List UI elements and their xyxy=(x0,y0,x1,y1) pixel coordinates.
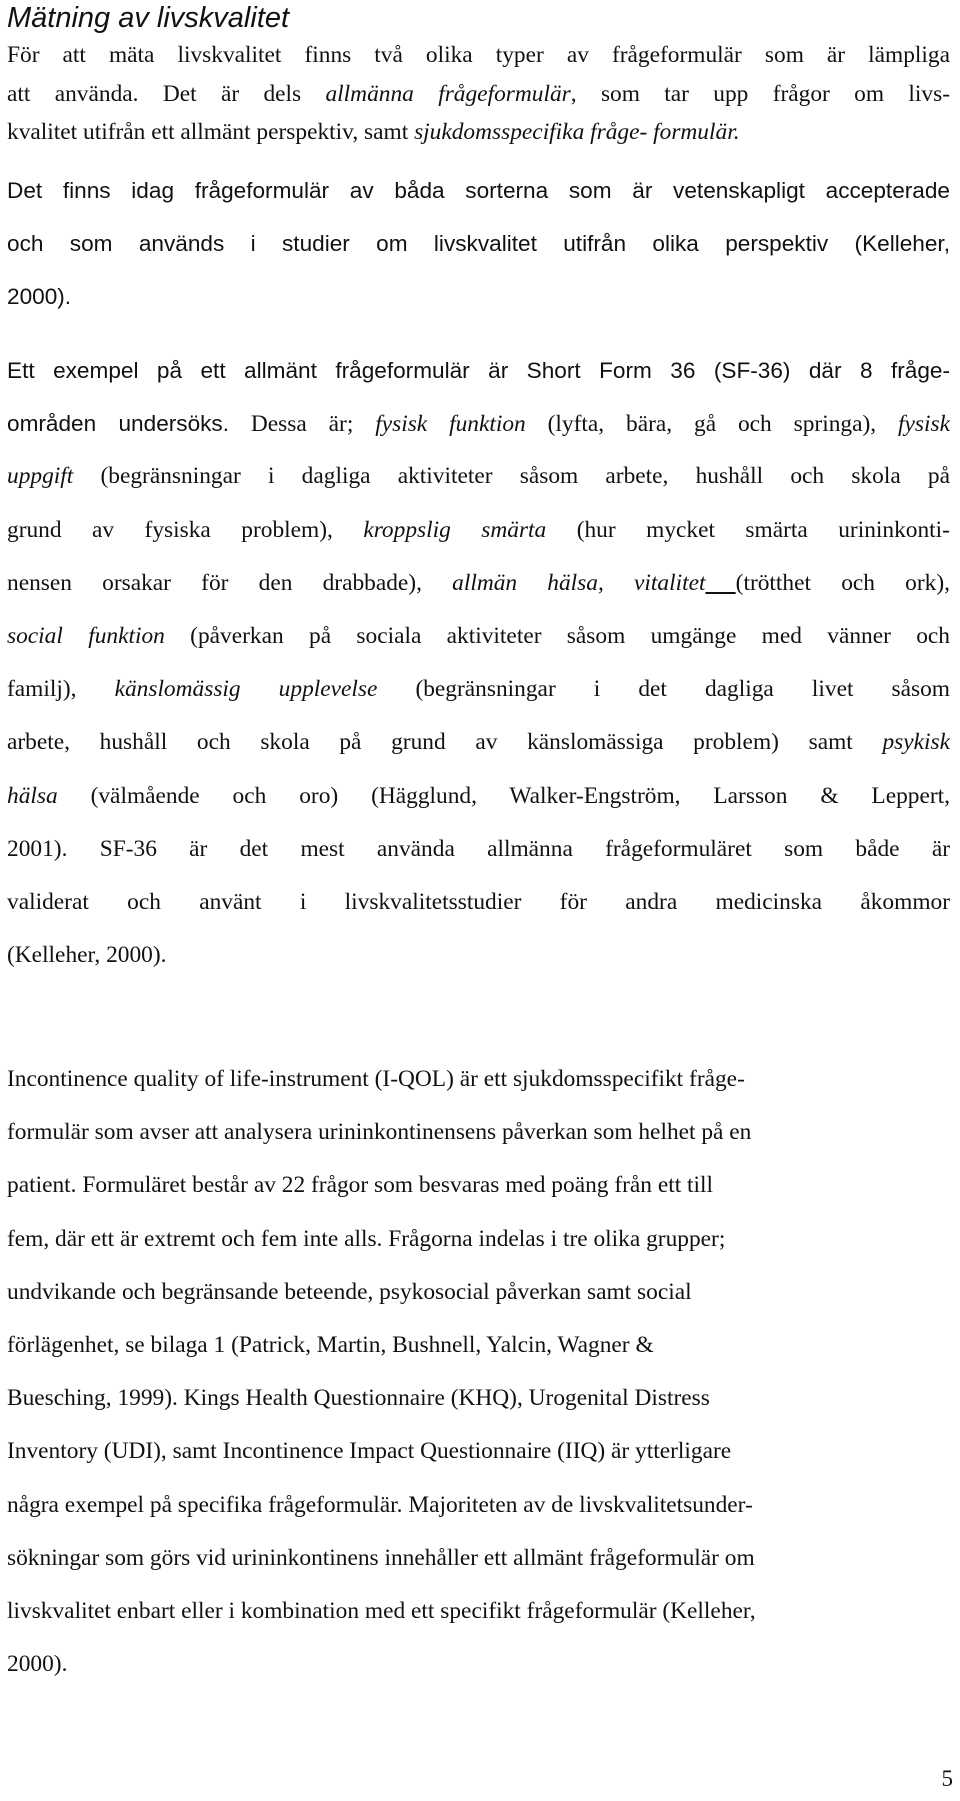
italic-term: uppgift xyxy=(7,463,74,490)
text-line xyxy=(7,504,950,557)
text-line xyxy=(7,557,950,610)
text-run: förlägenhet, se bilaga 1 (Patrick, Martin, Bushnell, Yalcin, Wagner & xyxy=(7,1331,654,1358)
text-run: (Kelleher, 2000). xyxy=(7,942,167,969)
text-run: Incontinence quality of life-instrument (I-QOL) är ett sjukdomsspecifikt fråge- xyxy=(7,1066,745,1092)
text-line xyxy=(7,36,950,75)
text-run: patient. Formuläret består av 22 frågor som besvaras med poäng från ett till xyxy=(7,1172,714,1199)
text-run: och som används i studier om livskvalitet utifrån olika perspektiv (Kelleher, xyxy=(7,231,950,256)
text-run: formulär som avser att analysera urininkontinensens påverkan som helhet på en xyxy=(7,1119,752,1146)
text-run: att använda. Det är dels xyxy=(7,80,326,107)
text-run: Ett exempel på ett allmänt frågeformulär är Short Form 36 (SF-36) där 8 fråge- xyxy=(7,358,950,383)
text-run: 2001). SF-36 är det mest använda allmänna frågeformuläret som både är xyxy=(7,835,950,862)
text-run: (lyfta, bära, gå och springa), xyxy=(525,411,899,438)
text-line xyxy=(7,1319,950,1372)
text-line xyxy=(7,217,950,270)
text-run: (begränsningar i det dagliga livet såsom xyxy=(377,676,950,703)
text-line xyxy=(7,823,950,876)
italic-term: psykisk xyxy=(882,729,950,756)
text-run: (hur mycket smärta urininkonti- xyxy=(546,516,950,543)
text-run: familj), xyxy=(7,676,115,703)
text-run: 2000). xyxy=(7,1651,68,1678)
italic-term: kroppslig smärta xyxy=(363,516,547,543)
italic-term: sjukdomsspecifika fråge- formulär. xyxy=(414,119,740,145)
text-line xyxy=(7,876,950,929)
text-run: (begränsningar i dagliga aktiviteter såsom arbete, hushåll och skola på xyxy=(73,463,950,490)
text-line xyxy=(7,270,950,323)
text-run: fem, där ett är extremt och fem inte alls. Frågorna indelas i tre olika grupper; xyxy=(7,1225,726,1252)
text-run: nensen orsakar för den drabbade), xyxy=(7,569,453,596)
text-line xyxy=(7,1213,950,1266)
italic-term: fysisk xyxy=(898,411,950,438)
text-line xyxy=(7,1532,950,1585)
italic-term: social funktion xyxy=(7,622,165,649)
text-line xyxy=(7,1479,950,1532)
text-run: grund av fysiska problem), xyxy=(7,516,364,543)
text-line xyxy=(7,344,950,397)
paragraph-sf36 xyxy=(7,344,950,982)
text-line xyxy=(7,1638,950,1691)
text-line xyxy=(7,663,950,716)
text-run: kvalitet utifrån ett allmänt perspektiv, samt xyxy=(7,119,415,145)
text-run xyxy=(705,570,735,596)
text-run: områden undersöks. xyxy=(7,411,230,437)
text-line xyxy=(7,929,950,982)
text-line xyxy=(7,113,950,152)
text-line xyxy=(7,397,950,450)
text-run: , som tar upp frågor om livs- xyxy=(570,80,950,107)
text-run: Dessa är; xyxy=(229,411,376,438)
text-run: För att mäta livskvalitet finns två olika typer av frågeformulär som är lämpliga xyxy=(7,42,950,68)
text-line xyxy=(7,1425,950,1478)
text-line xyxy=(7,1372,950,1425)
text-line xyxy=(7,164,950,217)
italic-term: känslomässig upplevelse xyxy=(114,676,378,703)
paragraph-iqol xyxy=(7,1053,950,1691)
text-run: undvikande och begränsande beteende, psykosocial påverkan samt social xyxy=(7,1278,692,1305)
text-line xyxy=(7,770,950,823)
text-run: arbete, hushåll och skola på grund av känslomässiga problem) samt xyxy=(7,729,883,756)
text-line xyxy=(7,610,950,663)
text-line xyxy=(7,1585,950,1638)
text-run: (välmående och oro) (Hägglund, Walker-Engström, Larsson & Leppert, xyxy=(57,782,950,809)
text-line xyxy=(7,1053,950,1106)
page-number: 5 xyxy=(941,1766,953,1791)
italic-term: allmän hälsa, vitalitet xyxy=(452,569,706,596)
text-run: sökningar som görs vid urininkontinens innehåller ett allmänt frågeformulär om xyxy=(7,1544,755,1571)
text-line xyxy=(7,75,950,114)
text-run: 2000). xyxy=(7,284,72,309)
italic-term: allmänna frågeformulär xyxy=(325,80,571,107)
italic-term: fysisk funktion xyxy=(375,411,526,438)
text-line xyxy=(7,1266,950,1319)
text-run: validerat och använt i livskvalitetsstudier för andra medicinska åkommor xyxy=(7,888,950,915)
text-run: livskvalitet enbart eller i kombination med ett specifikt frågeformulär (Kelleher, xyxy=(7,1597,756,1624)
text-line xyxy=(7,450,950,503)
paragraph-intro xyxy=(7,36,950,152)
italic-term: hälsa xyxy=(7,782,58,809)
text-line xyxy=(7,1159,950,1212)
section-heading: Mätning av livskvalitet xyxy=(7,2,290,34)
paragraph-intro-continued xyxy=(7,164,950,323)
text-run: (påverkan på sociala aktiviteter såsom umgänge med vänner och xyxy=(164,622,950,649)
text-run: (trötthet och ork), xyxy=(735,569,950,596)
text-line xyxy=(7,716,950,769)
text-line xyxy=(7,1106,950,1159)
text-run: Inventory (UDI), samt Incontinence Impact Questionnaire (IIQ) är ytterligare xyxy=(7,1438,732,1465)
text-run: Buesching, 1999). Kings Health Questionnaire (KHQ), Urogenital Distress xyxy=(7,1385,710,1412)
text-run: några exempel på specifika frågeformulär. Majoriteten av de livskvalitetsunder- xyxy=(7,1491,753,1518)
text-run: Det finns idag frågeformulär av båda sorterna som är vetenskapligt accepterade xyxy=(7,178,950,203)
